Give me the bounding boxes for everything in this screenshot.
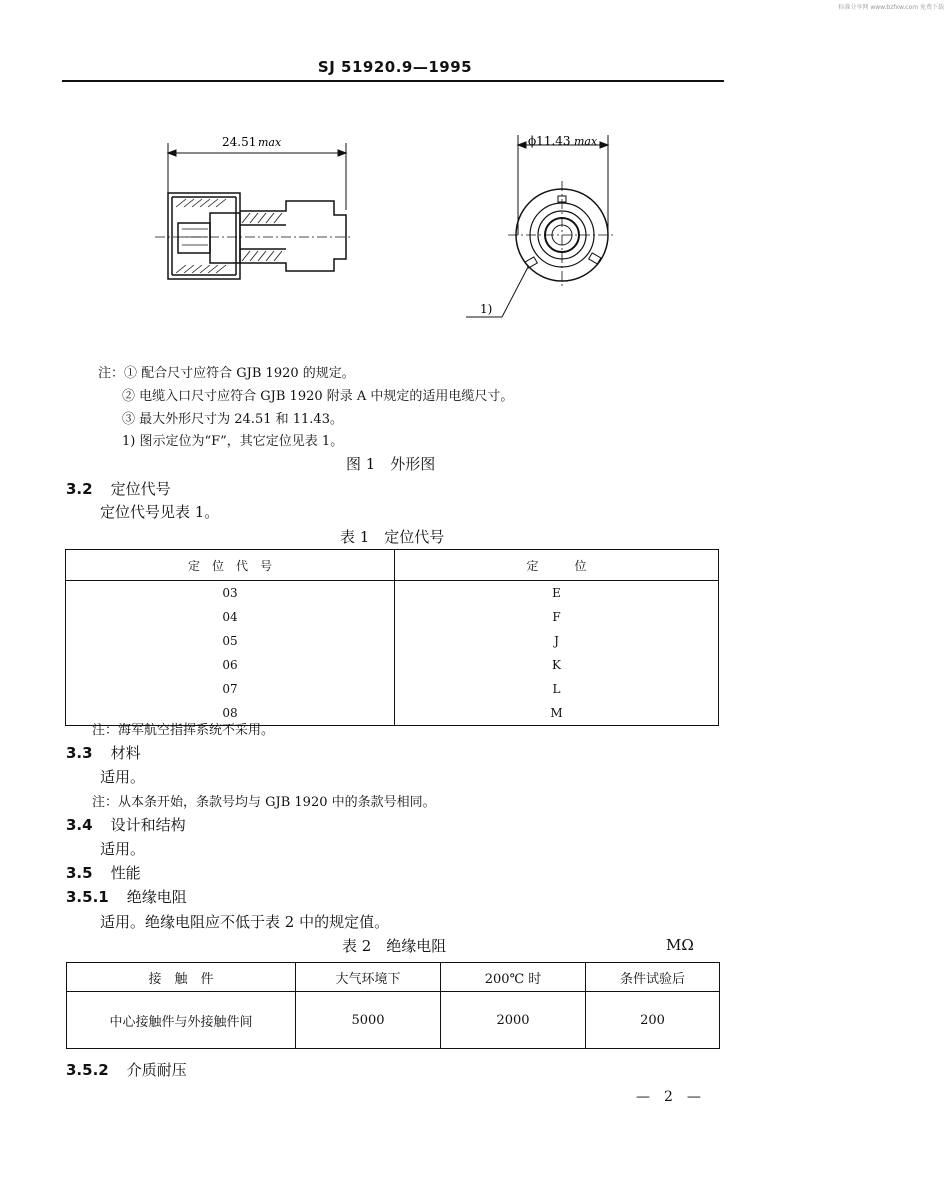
figure-caption: 图 1 外形图 (346, 455, 436, 473)
table-row (66, 653, 719, 677)
page-number: — 2 — (636, 1089, 701, 1105)
table-2-caption: 表 2 绝缘电阻 (342, 937, 447, 955)
table-1-caption: 表 1 定位代号 (340, 528, 445, 546)
table-2-header-200c: 200℃ 时 (441, 963, 586, 992)
cell-code: 07 (66, 677, 395, 701)
table-1 (65, 549, 719, 726)
section-3-5-1-heading (66, 886, 187, 907)
table-row (66, 581, 719, 606)
note-1: 注：① 配合尺寸应符合 GJB 1920 的规定。 (98, 366, 355, 381)
section-number: 3.5.1 (66, 888, 109, 906)
cell-code: 08 (66, 701, 395, 726)
section-3-3-note: 注：从本条开始，条款号均与 GJB 1920 中的条款号相同。 (92, 795, 436, 810)
section-title: 定位代号 (110, 480, 171, 498)
note-4: 1) 图示定位为“F”，其它定位见表 1。 (122, 434, 344, 449)
section-3-3-heading (66, 742, 141, 763)
corner-mark: 标准分享网 www.bzfxw.com 免费下载 (838, 4, 944, 11)
section-number: 3.2 (66, 480, 93, 498)
cell-position: K (552, 658, 561, 672)
cell-after-test: 200 (586, 992, 720, 1049)
table-row (67, 992, 720, 1049)
cell-200c: 2000 (441, 992, 586, 1049)
section-number: 3.3 (66, 744, 93, 762)
cell-position: F (552, 610, 561, 624)
section-title: 材料 (110, 744, 141, 762)
table-1-note: 注：海军航空指挥系统不采用。 (92, 723, 275, 738)
note-3: ③ 最大外形尺寸为 24.51 和 11.43。 (122, 412, 343, 427)
orientation-callout: 1) (480, 302, 493, 316)
cell-position: E (552, 586, 561, 600)
cell-contact: 中心接触件与外接触件间 (67, 992, 296, 1049)
header-rule (62, 80, 724, 82)
diameter-value: ϕ11.43 (528, 134, 571, 148)
section-number: 3.5 (66, 864, 93, 882)
section-3-4-text: 适用。 (100, 840, 146, 858)
cell-position: L (552, 682, 561, 696)
cell-code: 03 (66, 581, 395, 606)
connector-drawing (150, 125, 640, 325)
side-view-hatching (176, 199, 282, 273)
section-title: 性能 (110, 864, 141, 882)
section-3-5-2-heading (66, 1059, 187, 1080)
section-title: 介质耐压 (126, 1061, 187, 1079)
table-1-header-code: 定 位 代 号 (66, 550, 395, 581)
cell-code: 04 (66, 605, 395, 629)
cell-position: J (554, 634, 559, 648)
section-3-5-1-text: 适用。绝缘电阻应不低于表 2 中的规定值。 (100, 913, 390, 931)
cell-code: 06 (66, 653, 395, 677)
section-3-2-heading (66, 478, 171, 499)
section-3-4-heading (66, 814, 186, 835)
section-3-5-heading (66, 862, 141, 883)
section-number: 3.4 (66, 816, 93, 834)
table-2-unit: MΩ (666, 936, 694, 954)
section-title: 绝缘电阻 (126, 888, 187, 906)
table-row (66, 605, 719, 629)
section-number: 3.5.2 (66, 1061, 109, 1079)
table-row (66, 629, 719, 653)
table-1-header-position: 定 位 (395, 550, 719, 581)
table-2-header-after-test: 条件试验后 (586, 963, 720, 992)
table-2 (66, 962, 720, 1049)
length-value: 24.51 (222, 135, 257, 149)
section-3-2-text: 定位代号见表 1。 (100, 503, 220, 521)
section-title: 设计和结构 (110, 816, 186, 834)
cell-position: M (550, 706, 563, 720)
cell-code: 05 (66, 629, 395, 653)
table-2-header-ambient: 大气环境下 (296, 963, 441, 992)
diameter-max: max (574, 135, 598, 148)
table-2-header-contact: 接 触 件 (67, 963, 296, 992)
note-2: ② 电缆入口尺寸应符合 GJB 1920 附录 A 中规定的适用电缆尺寸。 (122, 389, 514, 404)
front-view (466, 181, 616, 317)
table-row (66, 677, 719, 701)
length-dimension (168, 143, 346, 210)
length-max: max (258, 136, 282, 149)
section-3-3-text: 适用。 (100, 768, 146, 786)
diameter-dimension (518, 135, 608, 235)
cell-ambient: 5000 (296, 992, 441, 1049)
standard-code: SJ 51920.9—1995 (317, 58, 473, 76)
